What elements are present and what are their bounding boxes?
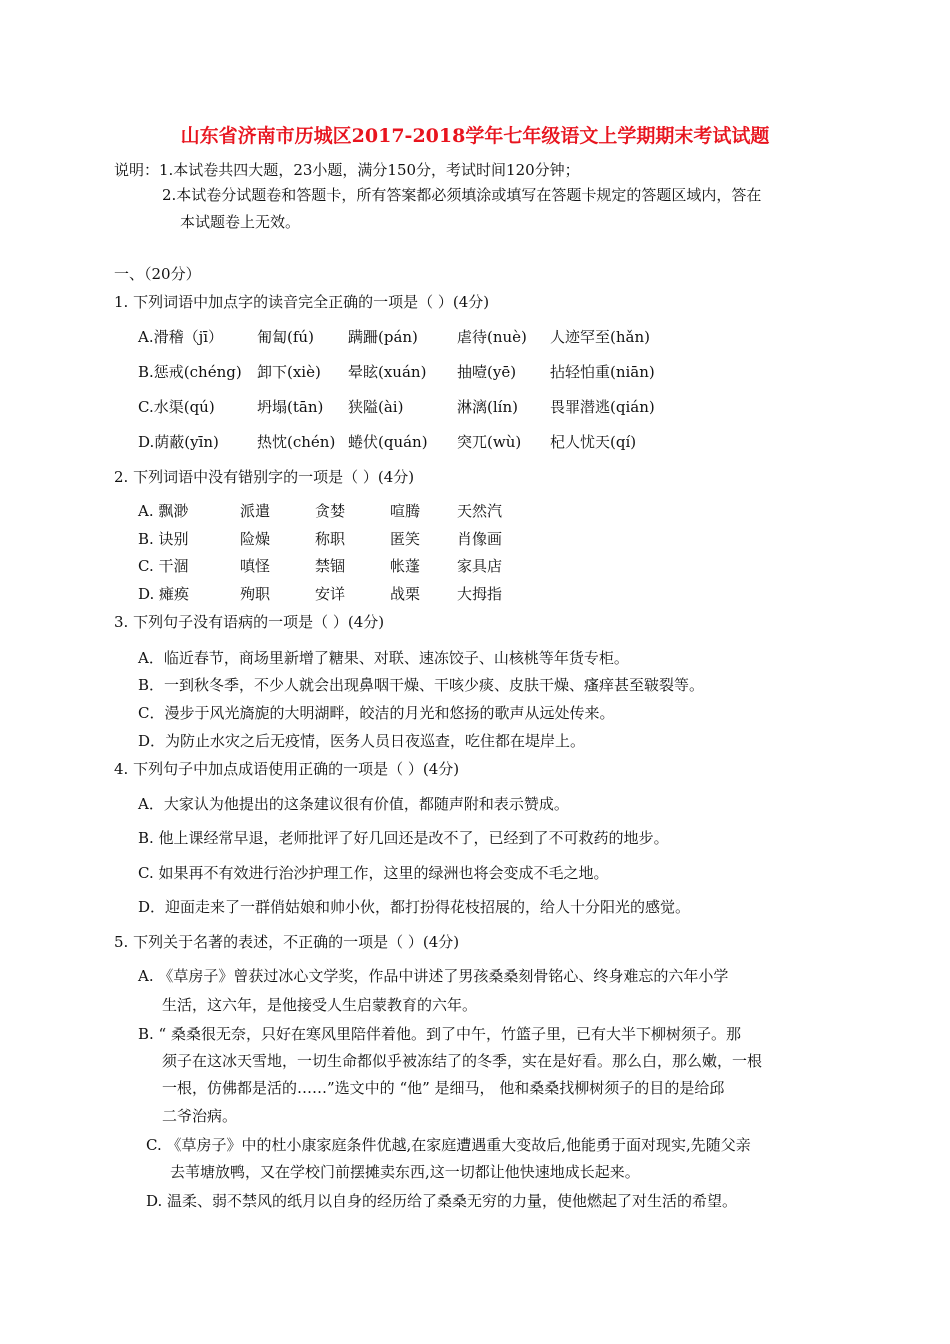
option-cell: 热忱(chén) [257,433,336,451]
option-d: D. 温柔、弱不禁风的纸月以自身的经历给了桑桑无穷的力量，使他燃起了对生活的希望。 [146,1192,738,1210]
option-cell: 蹒跚(pán) [348,328,418,346]
option-c: C. 如果再不有效进行治沙护理工作，这里的绿洲也将会变成不毛之地。 [138,864,609,882]
option-cell: 晕眩(xuán) [348,363,427,381]
option-row [0,432,950,454]
option-a: A. 《草房子》曾获过冰心文学奖，作品中讲述了男孩桑桑刻骨铭心、终身难忘的六年小学 [138,967,729,985]
option-row [0,584,950,606]
option-d: D．迎面走来了一群俏姑娘和帅小伙，都打扮得花枝招展的，给人十分阳光的感觉。 [138,898,691,916]
question-3-stem: 3. 下列句子没有语病的一项是（ ）(4分) [114,613,385,631]
question-1-stem: 1. 下列词语中加点字的读音完全正确的一项是（ ）(4分) [114,293,490,311]
option-cell: A.滑稽（jī） [138,328,224,346]
option-c: C．漫步于风光旖旎的大明湖畔，皎洁的月光和悠扬的歌声从远处传来。 [138,704,615,722]
option-row [0,327,950,349]
option-cell: 抽噎(yē) [457,363,517,381]
option-a: A．大家认为他提出的这条建议很有价值，都随声附和表示赞成。 [138,795,569,813]
option-cell: 匿笑 [390,530,421,548]
option-b-cont: 二爷治病。 [162,1107,238,1125]
option-cell: 大拇指 [457,585,503,603]
option-cell: 嗔怪 [240,557,271,575]
option-cell: 称职 [315,530,346,548]
option-row [0,362,950,384]
option-b-cont: 须子在这冰天雪地，一切生命都似乎被冻结了的冬季，实在是好看。那么白，那么嫩，一根 [162,1052,763,1070]
option-b: B. 他上课经常早退，老师批评了好几回还是改不了，已经到了不可救药的地步。 [138,829,669,847]
option-cell: 帐蓬 [390,557,421,575]
option-cell: 蜷伏(quán) [348,433,428,451]
option-cell: D. 瘫痪 [138,585,190,603]
option-cell: 虐待(nuè) [457,328,527,346]
option-cell: C. 干涸 [138,557,189,575]
section-heading: 一、（20分） [114,265,201,283]
question-4-stem: 4. 下列句子中加点成语使用正确的一项是（ ）(4分) [114,760,460,778]
option-cell: 禁锢 [315,557,346,575]
option-cell: B.惩戒(chéng) [138,363,242,381]
option-cell: 家具店 [457,557,503,575]
option-cell: A. 飘渺 [138,502,189,520]
instruction-line-2: 2.本试卷分试题卷和答题卡，所有答案都必须填涂或填写在答题卡规定的答题区域内，答在 [162,186,762,204]
option-cell: 贪婪 [315,502,346,520]
option-a: A．临近春节，商场里新增了糖果、对联、速冻饺子、山核桃等年货专柜。 [138,649,629,667]
page-title: 山东省济南市历城区2017-2018学年七年级语文上学期期末考试试题 [180,125,770,147]
question-2-stem: 2. 下列词语中没有错别字的一项是（ ）(4分) [114,468,415,486]
instruction-line-2-cont: 本试题卷上无效。 [180,213,301,231]
option-cell: 喧腾 [390,502,421,520]
option-cell: 肖像画 [457,530,503,548]
option-cell: D.荫蔽(yīn) [138,433,219,451]
option-c-cont: 去苇塘放鸭，又在学校门前摆摊卖东西,这一切都让他快速地成长起来。 [170,1163,640,1181]
instruction-line-1: 说明：1.本试卷共四大题，23小题，满分150分，考试时间120分钟； [114,161,580,179]
question-5-stem: 5. 下列关于名著的表述，不正确的一项是（ ）(4分) [114,933,460,951]
option-cell: 坍塌(tān) [257,398,324,416]
option-row [0,501,950,523]
option-cell: 天然汽 [457,502,503,520]
option-cell: 拈轻怕重(niān) [550,363,655,381]
option-row [0,529,950,551]
option-d: D．为防止水灾之后无疫情，医务人员日夜巡查，吃住都在堤岸上。 [138,732,586,750]
option-cell: 杞人忧天(qí) [550,433,637,451]
option-row [0,397,950,419]
option-a-cont: 生活，这六年，是他接受人生启蒙教育的六年。 [162,996,478,1014]
option-cell: 战栗 [390,585,421,603]
option-b-cont: 一根，仿佛都是活的……”选文中的 “他” 是细马， 他和桑桑找柳树须子的目的是给邱 [162,1079,725,1097]
option-cell: 突兀(wù) [457,433,522,451]
option-cell: 淋漓(lín) [457,398,518,416]
option-b: B．一到秋冬季，不少人就会出现鼻咽干燥、干咳少痰、皮肤干燥、瘙痒甚至皲裂等。 [138,676,705,694]
option-cell: 险燥 [240,530,271,548]
option-c: C. 《草房子》中的杜小康家庭条件优越,在家庭遭遇重大变故后,他能勇于面对现实,先随父亲 [146,1136,751,1154]
option-cell: 狭隘(ài) [348,398,404,416]
option-cell: 匍匐(fú) [257,328,314,346]
option-cell: 派遣 [240,502,271,520]
option-cell: 人迹罕至(hǎn) [550,328,650,346]
option-b: B. “ 桑桑很无奈，只好在寒风里陪伴着他。到了中午，竹篮子里，已有大半下柳树须子。那 [138,1025,741,1043]
option-cell: 安详 [315,585,346,603]
option-cell: 畏罪潜逃(qián) [550,398,655,416]
option-cell: 殉职 [240,585,271,603]
option-cell: 卸下(xiè) [257,363,321,381]
option-cell: C.水渠(qú) [138,398,215,416]
option-row [0,556,950,578]
option-cell: B. 诀别 [138,530,189,548]
